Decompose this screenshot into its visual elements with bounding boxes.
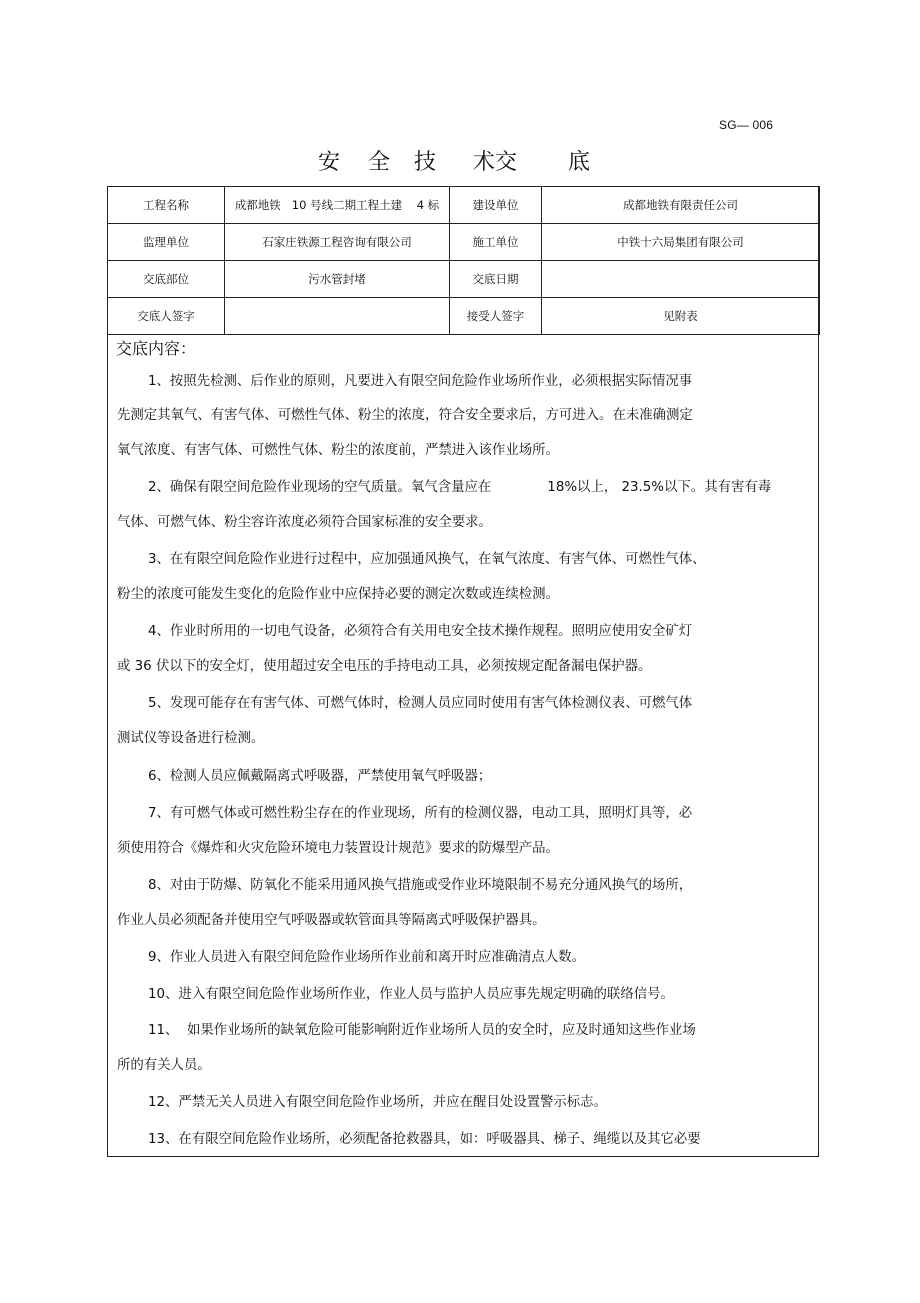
- content-line: 先测定其氧气、有害气体、可燃性气体、粉尘的浓度，符合安全要求后，方可进入。在未准确测定: [117, 408, 693, 423]
- project-info-table: [107, 186, 820, 335]
- content-line-part: 2、确保有限空间危险作业现场的空气质量。氧气含量应在: [148, 480, 492, 495]
- label-briefing-location: 交底部位: [108, 261, 225, 298]
- content-line: 8、对由于防爆、防氧化不能采用通风换气措施或受作业环境限制不易充分通风换气的场所，: [148, 878, 693, 893]
- content-line: 7、有可燃气体或可燃性粉尘存在的作业现场，所有的检测仪器，电动工具，照明灯具等，必: [148, 806, 693, 821]
- value-project-name: 成都地铁 10 号线二期工程土建 4 标: [225, 187, 450, 224]
- value-briefing-date: [542, 261, 820, 298]
- content-line: 1、按照先检测、后作业的原则，凡要进入有限空间危险作业场所作业，必须根据实际情况事: [148, 374, 693, 389]
- content-line: 作业人员必须配备并使用空气呼吸器或软管面具等隔离式呼吸保护器具。: [117, 913, 546, 928]
- document-code: SG— 006: [719, 118, 774, 132]
- content-line: 6、检测人员应佩戴隔离式呼吸器，严禁使用氧气呼吸器；: [148, 769, 492, 784]
- label-supervisor: 监理单位: [108, 224, 225, 261]
- title-char-5: 底: [568, 150, 591, 175]
- table-row: [108, 261, 820, 298]
- label-project-name: 工程名称: [108, 187, 225, 224]
- content-line: 4、作业时所用的一切电气设备，必须符合有关用电安全技术操作规程。照明应使用安全矿灯: [148, 624, 693, 639]
- table-row: [108, 298, 820, 335]
- label-briefing-date: 交底日期: [450, 261, 542, 298]
- title-char-3: 技: [414, 150, 437, 175]
- content-heading: 交底内容：: [116, 339, 197, 358]
- content-line: 12、严禁无关人员进入有限空间危险作业场所，并应在醒目处设置警示标志。: [148, 1095, 607, 1110]
- content-line: 气体、可燃气体、粉尘容许浓度必须符合国家标准的安全要求。: [117, 515, 492, 530]
- content-line: [148, 478, 771, 498]
- content-line: 或 36 伏以下的安全灯，使用超过安全电压的手持电动工具，必须按规定配备漏电保护器。: [117, 659, 652, 674]
- value-briefing-location: 污水管封堵: [225, 261, 450, 298]
- content-line: 所的有关人员。: [117, 1058, 211, 1073]
- label-briefer-signature: 交底人签字: [108, 298, 225, 335]
- value-supervisor: 石家庄铁源工程咨询有限公司: [225, 224, 450, 261]
- content-line: 13、在有限空间危险作业场所，必须配备抢救器具，如：呼吸器具、梯子、绳缆以及其它必要: [148, 1132, 701, 1147]
- content-line: 9、作业人员进入有限空间危险作业场所作业前和离开时应准确清点人数。: [148, 950, 586, 965]
- table-row: [108, 187, 820, 224]
- value-contractor: 中铁十六局集团有限公司: [542, 224, 820, 261]
- content-line: 须使用符合《爆炸和火灾危险环境电力装置设计规范》要求的防爆型产品。: [117, 841, 559, 856]
- value-construction-owner: 成都地铁有限责任公司: [542, 187, 820, 224]
- content-line: 11、 如果作业场所的缺氧危险可能影响附近作业场所人员的安全时，应及时通知这些作业场: [148, 1023, 696, 1038]
- title-char-2: 全: [368, 150, 391, 175]
- document-title: [318, 147, 608, 179]
- content-line: 粉尘的浓度可能发生变化的危险作业中应保持必要的测定次数或连续检测。: [117, 587, 559, 602]
- table-row: [108, 224, 820, 261]
- content-line: 测试仪等设备进行检测。: [117, 731, 265, 746]
- value-receiver-signature: 见附表: [542, 298, 820, 335]
- content-line: 氧气浓度、有害气体、可燃性气体、粉尘的浓度前，严禁进入该作业场所。: [117, 443, 559, 458]
- content-line: 3、在有限空间危险作业进行过程中，应加强通风换气，在氧气浓度、有害气体、可燃性气体、: [148, 552, 706, 567]
- content-line: 5、发现可能存在有害气体、可燃气体时，检测人员应同时使用有害气体检测仪表、可燃气体: [148, 696, 693, 711]
- title-char-4: 术交: [473, 150, 518, 175]
- title-char-1: 安: [318, 150, 341, 175]
- value-briefer-signature: [225, 298, 450, 335]
- label-construction-owner: 建设单位: [450, 187, 542, 224]
- label-contractor: 施工单位: [450, 224, 542, 261]
- label-receiver-signature: 接受人签字: [450, 298, 542, 335]
- content-line-part: 18%以上， 23.5%以下。其有害有毒: [547, 480, 772, 495]
- content-line: 10、进入有限空间危险作业场所作业，作业人员与监护人员应事先规定明确的联络信号。: [148, 987, 674, 1002]
